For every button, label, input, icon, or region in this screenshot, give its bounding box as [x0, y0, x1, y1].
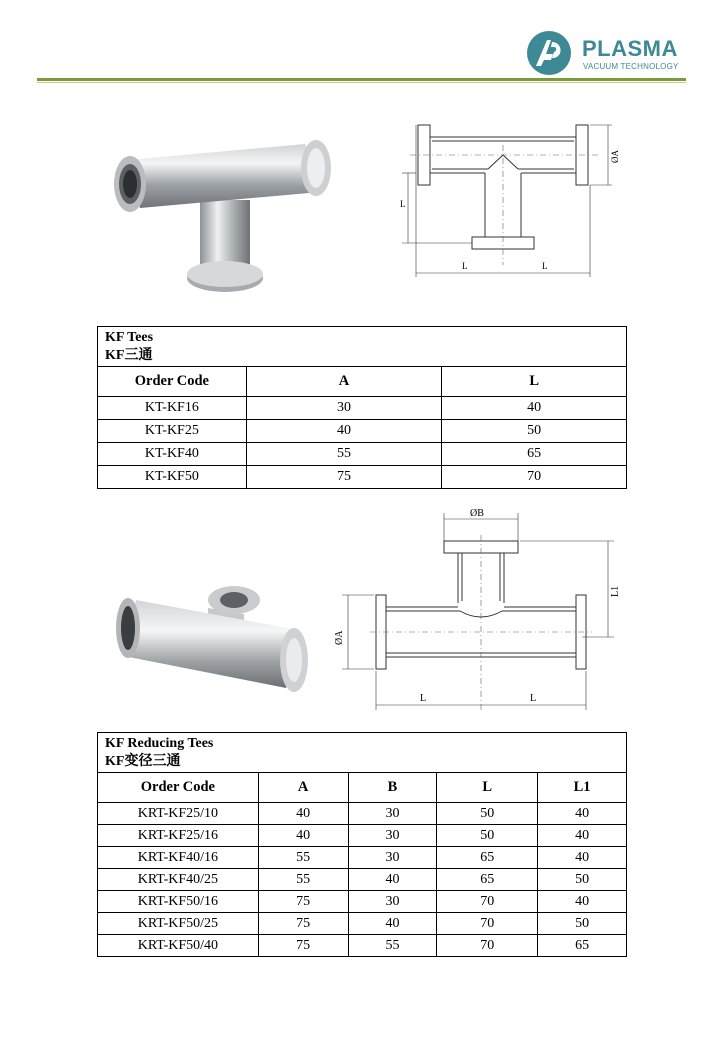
l1-cell: 65 — [538, 935, 627, 957]
a-cell: 40 — [258, 825, 348, 847]
l1-cell: 40 — [538, 825, 627, 847]
b-cell: 30 — [348, 891, 437, 913]
b-cell: 30 — [348, 847, 437, 869]
order-code-cell: KRT-KF25/16 — [98, 825, 259, 847]
b-cell: 30 — [348, 803, 437, 825]
header-rule — [37, 78, 686, 81]
header-b: B — [348, 773, 437, 803]
table-row — [98, 803, 627, 825]
brand-name: PLASMA — [582, 36, 678, 61]
a-cell: 75 — [246, 466, 442, 489]
header-l: L — [437, 773, 538, 803]
l-cell: 70 — [442, 466, 627, 489]
table-row — [98, 913, 627, 935]
dim-dia-b: ØB — [470, 508, 484, 519]
kf-tees-table — [97, 326, 627, 489]
table-row — [98, 935, 627, 957]
a-cell: 55 — [258, 847, 348, 869]
a-cell: 75 — [258, 913, 348, 935]
l1-cell: 40 — [538, 891, 627, 913]
order-code-cell: KRT-KF40/25 — [98, 869, 259, 891]
kf-tees-title-en: KF Tees — [105, 330, 154, 345]
kf-tee-drawing — [380, 115, 630, 285]
header-a: A — [246, 367, 442, 397]
order-code-cell: KT-KF16 — [98, 397, 247, 420]
kf-reducing-tees-title — [98, 733, 627, 773]
l-cell: 65 — [442, 443, 627, 466]
order-code-cell: KRT-KF50/25 — [98, 913, 259, 935]
table-row — [98, 847, 627, 869]
order-code-cell: KRT-KF50/40 — [98, 935, 259, 957]
dim-l-left: L — [420, 693, 427, 704]
l1-cell: 40 — [538, 803, 627, 825]
kf-reducing-tee-photo — [108, 570, 318, 705]
brand-logo — [526, 30, 686, 80]
l-cell: 40 — [442, 397, 627, 420]
dim-l-left: L — [462, 261, 468, 271]
table-row — [98, 443, 627, 466]
header-a: A — [258, 773, 348, 803]
dim-dia-a: ØA — [610, 150, 620, 163]
kf-tees-title — [98, 327, 627, 367]
a-cell: 30 — [246, 397, 442, 420]
header-rule-light — [37, 82, 686, 83]
table-row — [98, 397, 627, 420]
l-cell: 50 — [442, 420, 627, 443]
kf-reducing-tees-title-cn: KF变径三通 — [105, 754, 181, 769]
kf-reducing-tees-title-en: KF Reducing Tees — [105, 736, 214, 751]
dim-dia-a: ØA — [334, 630, 345, 645]
a-cell: 55 — [246, 443, 442, 466]
order-code-cell: KT-KF25 — [98, 420, 247, 443]
order-code-cell: KRT-KF40/16 — [98, 847, 259, 869]
l-cell: 70 — [437, 913, 538, 935]
order-code-cell: KT-KF50 — [98, 466, 247, 489]
kf-tees-title-cn: KF三通 — [105, 348, 153, 363]
dim-l-right: L — [542, 261, 548, 271]
order-code-cell: KT-KF40 — [98, 443, 247, 466]
l-cell: 50 — [437, 825, 538, 847]
order-code-cell: KRT-KF50/16 — [98, 891, 259, 913]
l1-cell: 50 — [538, 913, 627, 935]
table-row — [98, 466, 627, 489]
table-row — [98, 891, 627, 913]
a-cell: 75 — [258, 935, 348, 957]
b-cell: 40 — [348, 913, 437, 935]
l-cell: 65 — [437, 869, 538, 891]
table-row — [98, 420, 627, 443]
dim-l-right: L — [530, 693, 537, 704]
header-order-code: Order Code — [98, 773, 259, 803]
a-cell: 40 — [246, 420, 442, 443]
header-l1: L1 — [538, 773, 627, 803]
a-cell: 55 — [258, 869, 348, 891]
dim-l1: L1 — [610, 585, 621, 597]
l-cell: 50 — [437, 803, 538, 825]
b-cell: 40 — [348, 869, 437, 891]
table-row — [98, 869, 627, 891]
kf-reducing-tees-table — [97, 732, 627, 957]
l-cell: 65 — [437, 847, 538, 869]
table-row — [98, 825, 627, 847]
b-cell: 55 — [348, 935, 437, 957]
plasma-logo-icon — [526, 30, 572, 76]
kf-reducing-tee-drawing — [330, 505, 630, 715]
dim-l-vertical: L — [400, 199, 406, 209]
l1-cell: 40 — [538, 847, 627, 869]
a-cell: 75 — [258, 891, 348, 913]
l-cell: 70 — [437, 935, 538, 957]
header-l: L — [442, 367, 627, 397]
a-cell: 40 — [258, 803, 348, 825]
kf-tee-photo — [100, 130, 340, 300]
order-code-cell: KRT-KF25/10 — [98, 803, 259, 825]
brand-subtitle: VACUUM TECHNOLOGY — [583, 62, 679, 71]
l1-cell: 50 — [538, 869, 627, 891]
header-order-code: Order Code — [98, 367, 247, 397]
b-cell: 30 — [348, 825, 437, 847]
l-cell: 70 — [437, 891, 538, 913]
